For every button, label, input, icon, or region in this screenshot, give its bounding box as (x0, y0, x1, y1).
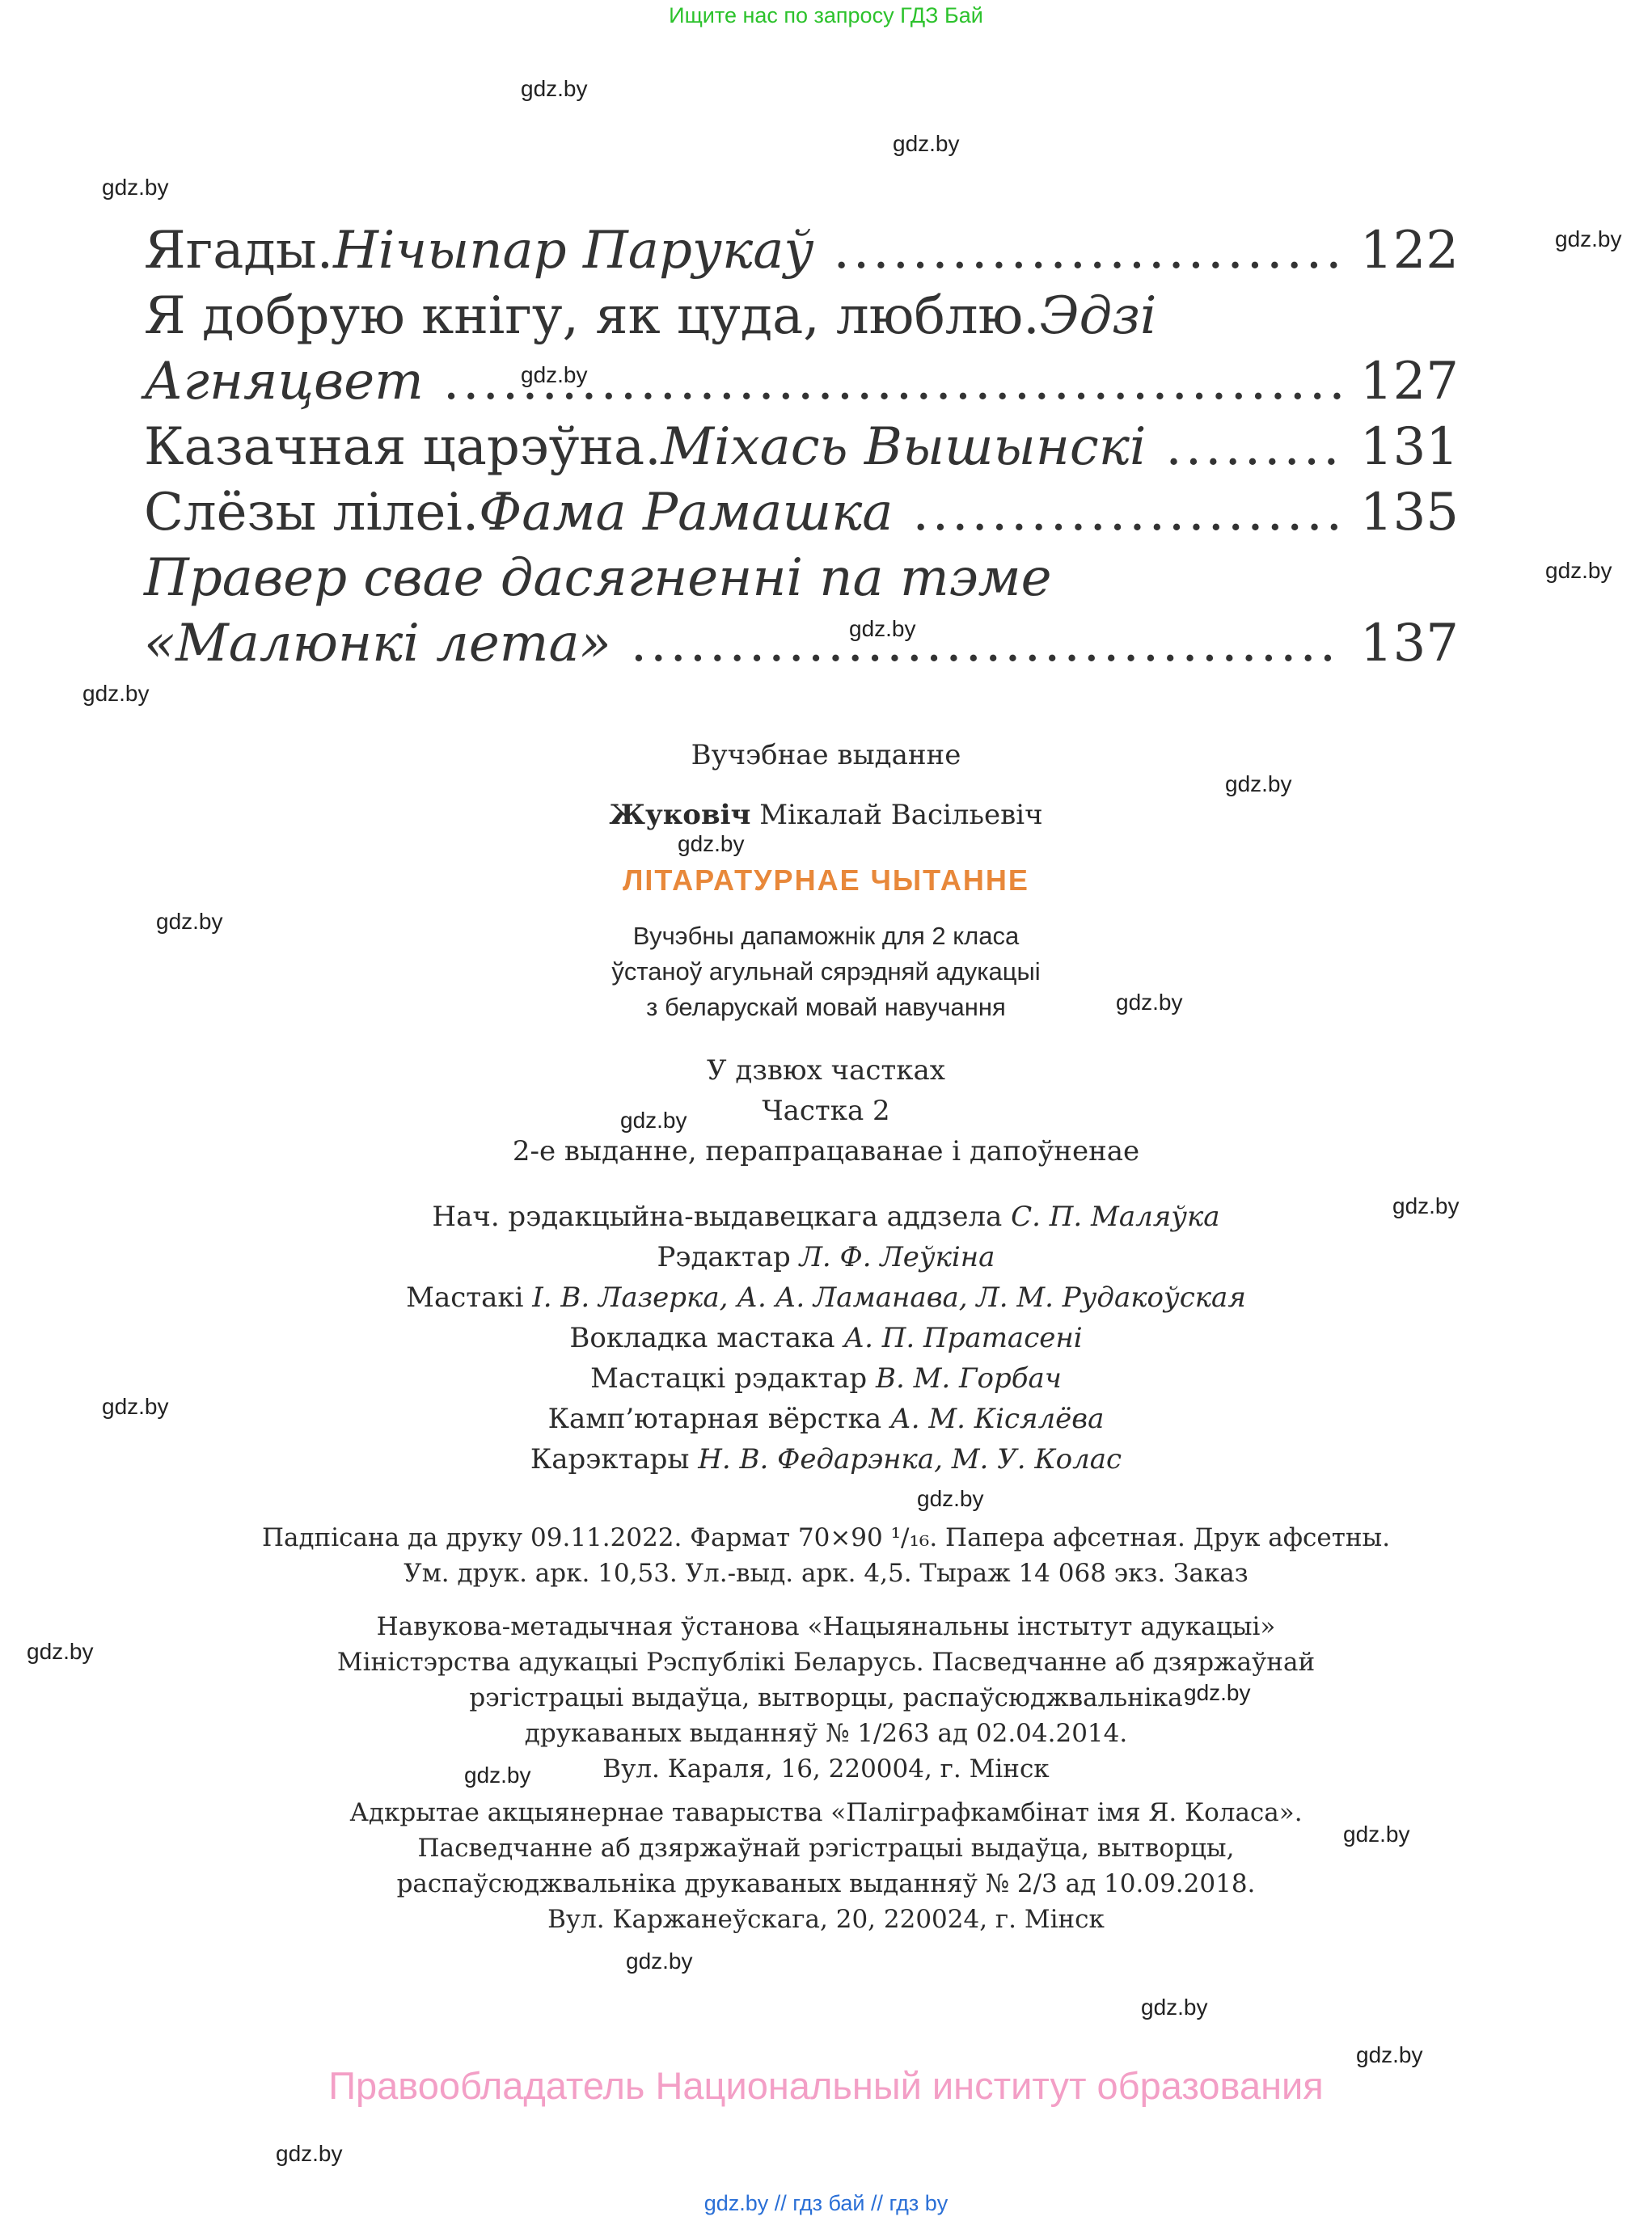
printer-line: распаўсюджвальніка друкаваных выданняў № 2/3 ад 10.09.2018. (396, 1869, 1256, 1898)
publisher-line: Навукова-метадычная ўстанова «Нацыянальны інстытут адукацыі» (376, 1612, 1276, 1641)
staff-line: Камп’ютарная вёрстка А. М. Кісялёва (547, 1403, 1105, 1435)
toc-author: Эдзі (1039, 286, 1157, 346)
subtitle-line: ўстаноў агульнай сярэдняй адукацыі (611, 957, 1041, 986)
top-banner[interactable]: Ищите нас по запросу ГДЗ Бай (669, 3, 983, 27)
toc-author: Міхась Вышынскі (661, 417, 1147, 477)
toc-author: Фама Рамашка (479, 483, 894, 543)
printer-line: Пасведчанне аб дзяржаўнай рэгістрацыі выдаўца, вытворцы, (417, 1834, 1235, 1863)
print-info-line: Падпісана да друку 09.11.2022. Фармат 70×90 ¹/₁₆. Папера афсетная. Друк афсетны. (261, 1523, 1391, 1552)
toc-entry-continuation (144, 349, 1459, 415)
toc-entry (144, 218, 1459, 284)
toc-page: 137 (1359, 614, 1459, 673)
author-name: Мікалай Васільевіч (750, 799, 1043, 831)
toc-page: 127 (1359, 352, 1459, 412)
part-number: Частка 2 (762, 1095, 890, 1127)
toc-leader (443, 349, 1344, 415)
publisher-line: рэгістрацыі выдаўца, вытворцы, распаўсюджвальніка (469, 1683, 1183, 1712)
toc-leader (912, 480, 1343, 546)
print-info-line: Ум. друк. арк. 10,53. Ул.-выд. арк. 4,5. Тыраж 14 068 экз. Заказ (403, 1559, 1249, 1588)
staff-line: Нач. рэдакцыйна-выдавецкага аддзела С. П. Маляўка (432, 1201, 1220, 1233)
toc-author: Агняцвет (144, 352, 424, 412)
watermark: gdz.by (1545, 558, 1612, 583)
toc-title: Ягады. (144, 221, 334, 281)
toc-entry (144, 480, 1459, 546)
watermark: gdz.by (1141, 1995, 1208, 2020)
toc-leader (631, 611, 1344, 677)
staff-line: Мастакі І. В. Лазерка, А. А. Ламанава, Л. М. Рудакоўская (406, 1281, 1246, 1314)
watermark: gdz.by (276, 2141, 343, 2166)
toc-title: Казачная царэўна. (144, 417, 661, 477)
watermark: gdz.by (626, 1948, 693, 1974)
publisher-line: Міністэрства адукацыі Рэспублікі Беларусь. Пасведчанне аб дзяржаўнай (336, 1648, 1316, 1677)
publisher-info (0, 1609, 1652, 1787)
printer-line: Адкрытае акцыянернае таварыства «Паліграфкамбінат імя Я. Коласа». (349, 1798, 1303, 1827)
print-info (0, 1520, 1652, 1591)
toc-title: «Малюнкі лета» (144, 614, 611, 673)
toc-title: Слёзы лілеі. (144, 483, 480, 543)
watermark: gdz.by (1343, 1822, 1410, 1847)
book-title: ЛІТАРАТУРНАЕ ЧЫТАННЕ (623, 863, 1029, 897)
bottom-links[interactable]: gdz.by // гдз бай // гдз by (703, 2191, 949, 2215)
edition-note: 2-е выданне, перапрацаванае і дапоўненае (512, 1135, 1140, 1167)
watermark: gdz.by (678, 831, 745, 856)
watermark: gdz.by (521, 362, 588, 387)
staff-line: Вокладка мастака А. П. Пратасені (569, 1322, 1083, 1354)
watermark: gdz.by (1225, 771, 1292, 796)
toc-page: 122 (1359, 221, 1459, 281)
watermark: gdz.by (102, 1394, 169, 1419)
watermark: gdz.by (27, 1639, 94, 1664)
staff-line: Мастацкі рэдактар В. М. Горбач (590, 1362, 1062, 1395)
toc-entry (144, 415, 1459, 480)
watermark: gdz.by (464, 1763, 531, 1788)
staff-line: Рэдактар Л. Ф. Леўкіна (657, 1241, 995, 1273)
toc-title: Правер свае дасягненні па тэме (144, 548, 1052, 608)
toc-entry (144, 284, 1459, 349)
author-line (0, 799, 1652, 831)
watermark: gdz.by (893, 131, 960, 156)
toc-entry (144, 546, 1459, 611)
watermark: gdz.by (1356, 2042, 1423, 2067)
staff-line: Карэктары Н. В. Федарэнка, М. У. Колас (530, 1443, 1122, 1476)
book-subtitle (0, 918, 1652, 1025)
watermark: gdz.by (1184, 1680, 1251, 1705)
toc-page: 135 (1359, 483, 1459, 543)
publisher-line: Вул. Караля, 16, 220004, г. Мінск (602, 1754, 1050, 1784)
printer-info (0, 1795, 1652, 1937)
watermark: gdz.by (102, 175, 169, 200)
publisher-line: друкаваных выданняў № 1/263 ад 02.04.2014. (524, 1719, 1128, 1748)
watermark: gdz.by (521, 76, 588, 101)
watermark: gdz.by (82, 681, 150, 706)
staff-credits (0, 1197, 1652, 1480)
toc-page: 131 (1359, 417, 1459, 477)
watermark: gdz.by (1116, 990, 1183, 1015)
toc-author: Нічыпар Парукаў (333, 221, 814, 281)
toc-entry-continuation (144, 611, 1459, 677)
watermark: gdz.by (1392, 1193, 1460, 1218)
watermark: gdz.by (156, 909, 223, 934)
subtitle-line: з беларускай мовай навучання (646, 993, 1006, 1021)
author-surname: Жуковіч (609, 799, 751, 831)
toc-leader (1165, 415, 1343, 480)
toc-title: Я добрую кнігу, як цуда, люблю. (144, 286, 1040, 346)
parts-note: У дзвюх частках (707, 1054, 945, 1087)
subtitle-line: Вучэбны дапаможнік для 2 класа (632, 922, 1020, 950)
watermark: gdz.by (1555, 226, 1622, 251)
printer-line: Вул. Каржанеўскага, 20, 220024, г. Мінск (547, 1905, 1105, 1934)
watermark: gdz.by (917, 1486, 984, 1511)
edition-type: Вучэбнае выданне (691, 739, 961, 771)
table-of-contents (144, 218, 1459, 677)
watermark: gdz.by (620, 1108, 687, 1133)
copyright-holder: Правообладатель Национальный институт образования (328, 2064, 1324, 2107)
toc-leader (834, 218, 1344, 284)
watermark: gdz.by (849, 616, 916, 641)
